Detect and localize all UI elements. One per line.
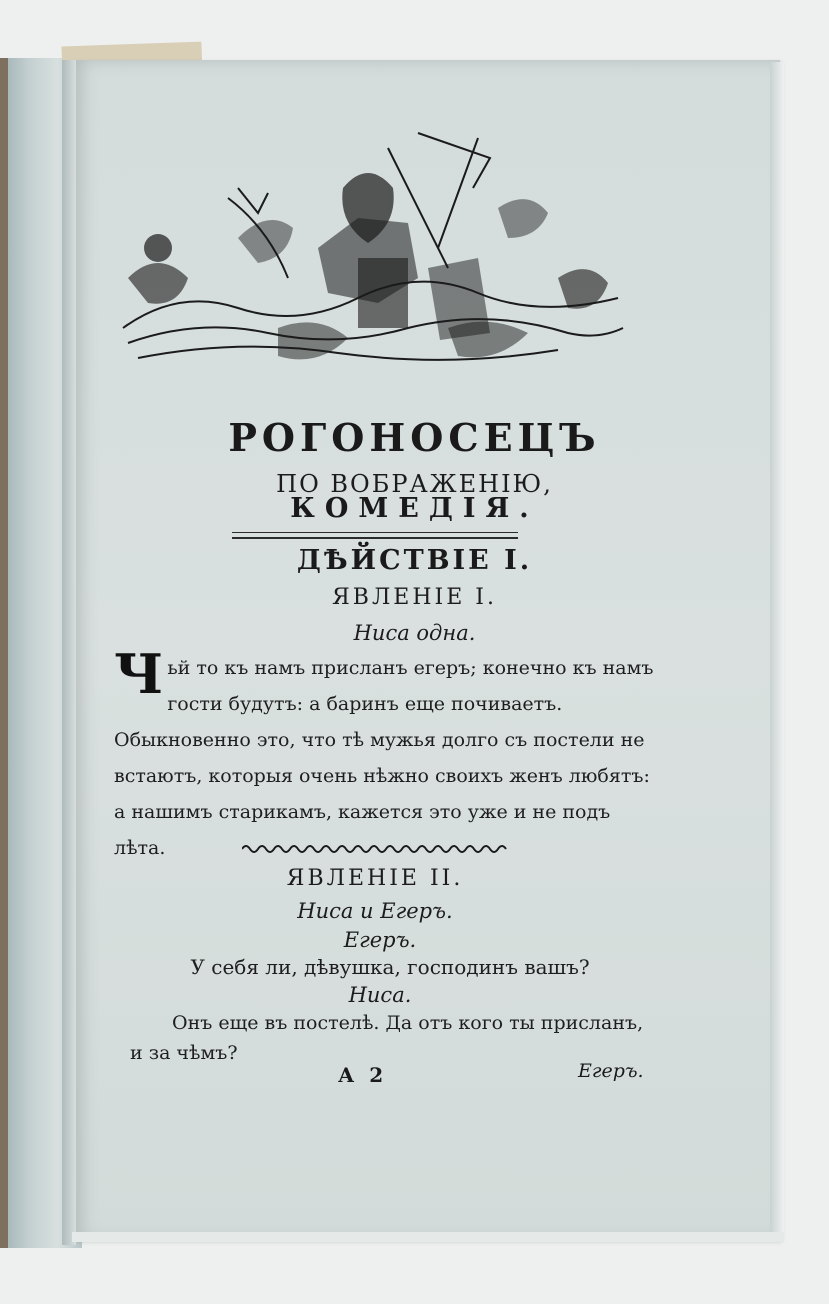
speaker-name: Ниса. [348, 983, 412, 1007]
drop-cap: Ч [114, 642, 164, 706]
page-bottom-edge [72, 1232, 784, 1242]
engraved-vignette-illustration [118, 128, 630, 390]
signature-mark: А 2 [338, 1063, 388, 1087]
speaker-name: Егеръ. [343, 928, 417, 952]
scene-heading: ЯВЛЕНІЕ I. [332, 585, 497, 610]
play-genre: КОМЕДІЯ. [290, 493, 539, 524]
monologue-paragraph [114, 642, 664, 866]
catchword: Егеръ. [578, 1060, 644, 1082]
play-subtitle: ПО ВОБРАЖЕНІЮ, [276, 470, 553, 498]
gutter [62, 60, 76, 1245]
monologue-text: ьй то къ намъ присланъ егеръ; конечно къ намъ гости будутъ: а баринъ еще почиваетъ. Обыкновенно это, что тѣ мужья долго съ постели не встаютъ, которыя очень нѣжно своихъ женъ любятъ: а нашимъ старикамъ, кажется это уже и не подъ лѣта. [114, 657, 654, 859]
scene-cast: Ниса и Егеръ. [297, 899, 453, 923]
play-title: РОГОНОСЕЦЪ [228, 415, 601, 460]
ornamental-divider [242, 842, 510, 856]
double-rule-divider [232, 532, 518, 539]
dialogue-line: У себя ли, дѣвушка, господинъ вашъ? [190, 955, 590, 979]
book-cover-edge [0, 58, 8, 1248]
page-fore-edge [770, 62, 784, 1238]
act-heading: ДѢЙСТВІЕ I. [296, 545, 533, 576]
dialogue-line: Онъ еще въ постелѣ. Да отъ кого ты присланъ, и за чѣмъ? [130, 1012, 644, 1064]
scene-cast: Ниса одна. [353, 621, 476, 645]
scene-heading: ЯВЛЕНІЕ II. [286, 866, 464, 891]
